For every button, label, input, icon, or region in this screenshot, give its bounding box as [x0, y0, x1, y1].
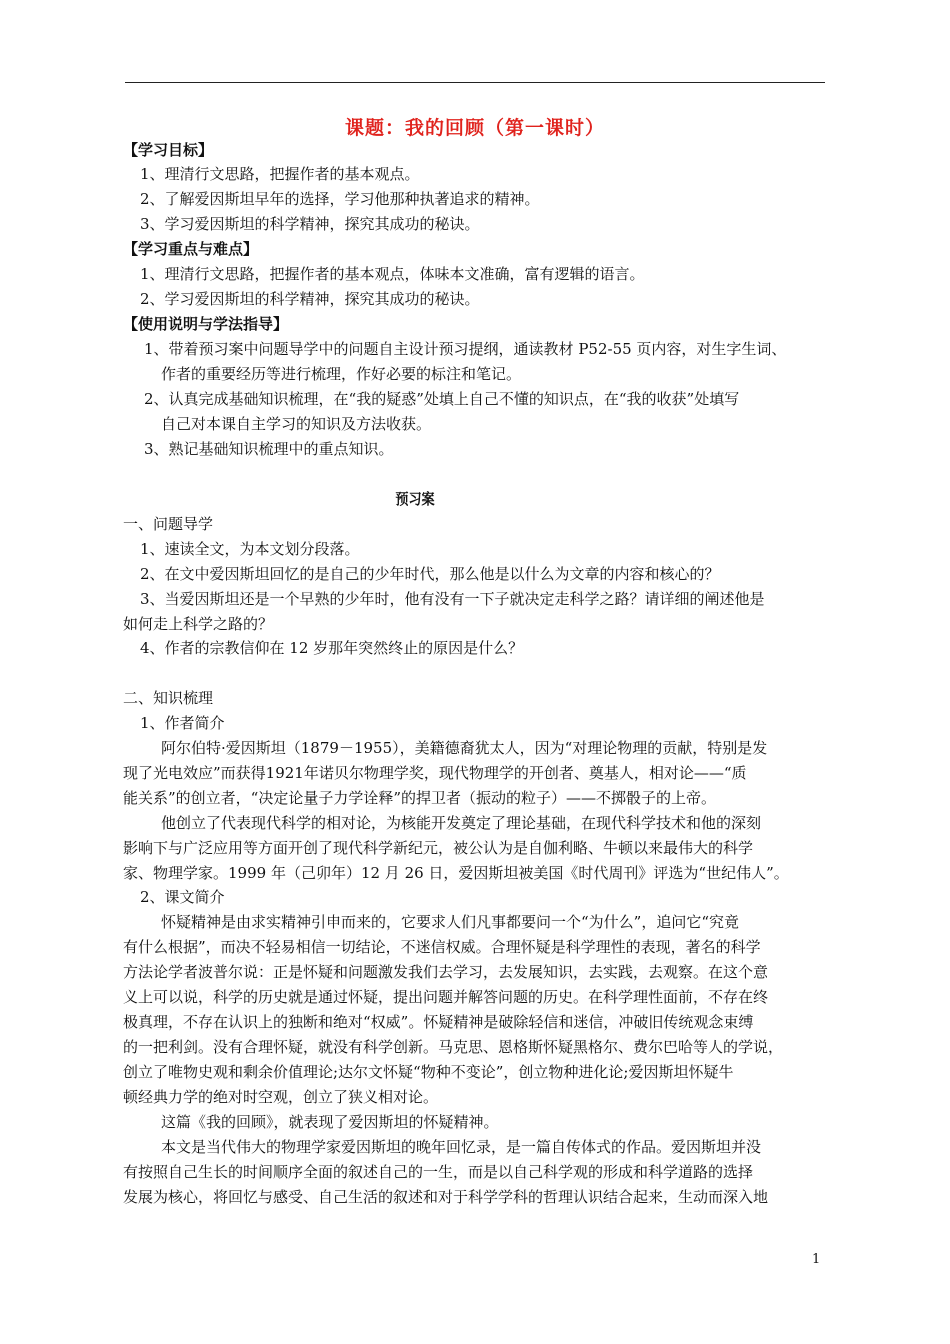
author-paragraph-line: 家、物理学家。1999 年（己卯年）12 月 26 日，爱因斯坦被美国《时代周刊》评选为“世纪伟人”。	[123, 864, 789, 882]
question-item-continued: 如何走上科学之路的？	[123, 615, 274, 633]
page-title: 课题：我的回顾（第一课时）	[344, 117, 605, 139]
intro-paragraph-line: 发展为核心，将回忆与感受、自己生活的叙述和对于科学学科的哲理认识结合起来，生动而深入地	[123, 1188, 769, 1206]
key-point-item: 2、学习爱因斯坦的科学精神，探究其成功的秘诀。	[140, 290, 480, 308]
section-heading: 一、问题导学	[123, 515, 214, 533]
question-item: 4、作者的宗教信仰在 12 岁那年突然终止的原因是什么？	[140, 639, 524, 657]
intro-paragraph-line: 本文是当代伟大的物理学家爱因斯坦的晚年回忆录，是一篇自传体式的作品。爱因斯坦并没	[161, 1138, 762, 1156]
author-paragraph-line: 影响下与广泛应用等方面开创了现代科学新纪元，被公认为是自伽利略、牛顿以来最伟大的科学	[123, 839, 754, 857]
intro-paragraph-line: 有按照自己生长的时间顺序全面的叙述自己的一生，而是以自己科学观的形成和科学道路的选择	[123, 1163, 754, 1181]
intro-paragraph-line: 创立了唯物史观和剩余价值理论;达尔文怀疑“物种不变论”，创立物种进化论;爱因斯坦怀疑牛	[123, 1063, 734, 1081]
intro-paragraph-line: 方法论学者波普尔说：正是怀疑和问题激发我们去学习，去发展知识，去实践，去观察。在这个意	[123, 963, 769, 981]
intro-paragraph-line: 怀疑精神是由求实精神引申而来的，它要求人们凡事都要问一个“为什么”，追问它“究竟	[161, 913, 740, 931]
subsection-heading: 2、课文简介	[140, 888, 225, 906]
guide-line: 1、带着预习案中问题导学中的问题自主设计预习提纲，通读教材 P52-55 页内容，对生字生词、	[144, 340, 787, 358]
author-paragraph-line: 能关系”的创立者，“决定论量子力学诠释”的捍卫者（振动的粒子）——不掷骰子的上帝。	[123, 789, 717, 807]
preview-heading: 预习案	[395, 490, 435, 508]
guide-line: 3、熟记基础知识梳理中的重点知识。	[144, 440, 394, 458]
key-points-heading: 【学习重点与难点】	[123, 240, 259, 258]
question-item: 1、速读全文，为本文划分段落。	[140, 540, 360, 558]
intro-paragraph-line: 极真理，不存在认识上的独断和绝对“权威”。怀疑精神是破除轻信和迷信，冲破旧传统观念束缚	[123, 1013, 754, 1031]
author-paragraph-line: 现了光电效应”而获得1921年诺贝尔物理学奖，现代物理学的开创者、奠基人，相对论——“质	[123, 764, 747, 782]
guide-line: 自己对本课自主学习的知识及方法收获。	[161, 415, 432, 433]
question-item: 2、在文中爱因斯坦回忆的是自己的少年时代，那么他是以什么为文章的内容和核心的？	[140, 565, 720, 583]
goal-item: 2、了解爱因斯坦早年的选择，学习他那种执著追求的精神。	[140, 190, 540, 208]
question-item: 3、当爱因斯坦还是一个早熟的少年时，他有没有一下子就决定走科学之路？请详细的阐述他是	[140, 590, 765, 608]
goal-item: 1、理清行文思路，把握作者的基本观点。	[140, 165, 420, 183]
intro-paragraph-line: 的一把利剑。没有合理怀疑，就没有科学创新。马克思、恩格斯怀疑黑格尔、费尔巴哈等人的学说，	[123, 1038, 784, 1056]
subsection-heading: 1、作者简介	[140, 714, 225, 732]
author-paragraph-line: 他创立了代表现代科学的相对论，为核能开发奠定了理论基础，在现代科学技术和他的深刻	[161, 814, 762, 832]
guide-line: 作者的重要经历等进行梳理，作好必要的标注和笔记。	[161, 365, 522, 383]
guide-line: 2、认真完成基础知识梳理，在“我的疑惑”处填上自己不懂的知识点，在“我的收获”处填写	[144, 390, 740, 408]
key-point-item: 1、理清行文思路，把握作者的基本观点，体味本文准确，富有逻辑的语言。	[140, 265, 645, 283]
intro-paragraph-line: 有什么根据”，而决不轻易相信一切结论，不迷信权威。合理怀疑是科学理性的表现，著名的科学	[123, 938, 761, 956]
author-paragraph-line: 阿尔伯特·爱因斯坦（1879－1955），美籍德裔犹太人，因为“对理论物理的贡献，特别是发	[161, 739, 768, 757]
header-rule	[125, 82, 825, 83]
goal-item: 3、学习爱因斯坦的科学精神，探究其成功的秘诀。	[140, 215, 480, 233]
intro-paragraph-line: 这篇《我的回顾》，就表现了爱因斯坦的怀疑精神。	[161, 1113, 499, 1131]
section-heading: 二、知识梳理	[123, 689, 214, 707]
page-number: 1	[812, 1252, 821, 1267]
guide-heading: 【使用说明与学法指导】	[123, 315, 289, 333]
goals-heading: 【学习目标】	[123, 141, 214, 159]
intro-paragraph-line: 顿经典力学的绝对时空观，创立了狭义相对论。	[123, 1088, 439, 1106]
intro-paragraph-line: 义上可以说，科学的历史就是通过怀疑，提出问题并解答问题的历史。在科学理性面前，不存在终	[123, 988, 769, 1006]
